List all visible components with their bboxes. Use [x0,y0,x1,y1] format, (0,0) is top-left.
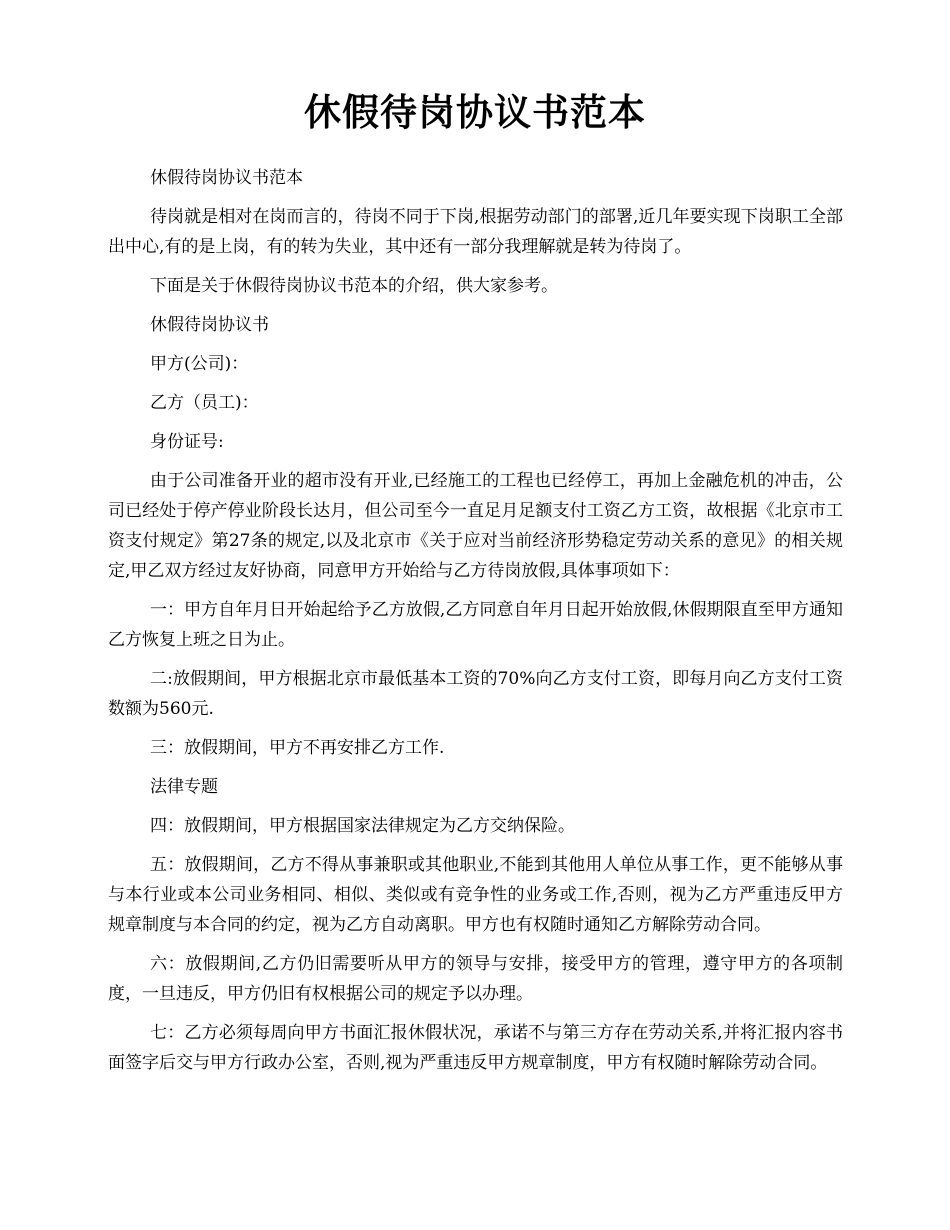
clause-1: 一：甲方自年月日开始起给予乙方放假,乙方同意自年月日起开始放假,休假期限直至甲方通知乙方恢复上班之日为止。 [108,600,843,650]
document-title: 休假待岗协议书范本 [304,91,646,134]
section-heading: 休假待岗协议书 [150,315,269,335]
paragraph: 休假待岗协议书范本 [150,168,303,188]
clause-2: 二:放假期间，甲方根据北京市最低基本工资的70%向乙方支付工资，即每月向乙方支付工资数额为560元. [108,669,843,719]
party-b-line: 乙方（员工)： [150,393,259,413]
party-a-line: 甲方(公司)： [150,354,249,374]
paragraph: 下面是关于休假待岗协议书范本的介绍，供大家参考。 [150,276,558,296]
id-number-line: 身份证号: [150,432,224,452]
clause-5: 五：放假期间，乙方不得从事兼职或其他职业,不能到其他用人单位从事工作，更不能够从事与本行业或本公司业务相同、相似、类似或有竞争性的业务或工作,否则，视为乙方严重违反甲方规章制度与本合同的约定，视为乙方自动离职。甲方也有权随时通知乙方解除劳动合同。 [108,855,843,935]
paragraph: 由于公司准备开业的超市没有开业,已经施工的工程也已经停工，再加上金融危机的冲击，公司已经处于停产停业阶段长达月，但公司至今一直足月足额支付工资乙方工资，故根据《北京市工资支付规定》第27条的规定,以及北京市《关于应对当前经济形势稳定劳动关系的意见》的相关规定,甲乙双方经过友好协商，同意甲方开始给与乙方待岗放假,具体事项如下： [108,471,843,581]
clause-4: 四：放假期间，甲方根据国家法律规定为乙方交纳保险。 [150,816,575,836]
paragraph: 待岗就是相对在岗而言的，待岗不同于下岗,根据劳动部门的部署,近几年要实现下岗职工全部出中心,有的是上岗，有的转为失业，其中还有一部分我理解就是转为待岗了。 [108,207,843,257]
section-label: 法律专题 [150,777,218,797]
clause-7: 七：乙方必须每周向甲方书面汇报休假状况，承诺不与第三方存在劳动关系,并将汇报内容书面签字后交与甲方行政办公室，否则,视为严重违反甲方规章制度，甲方有权随时解除劳动合同。 [108,1023,843,1073]
document-body [108,163,843,1087]
clause-6: 六：放假期间,乙方仍旧需要听从甲方的领导与安排，接受甲方的管理，遵守甲方的各项制度，一旦违反，甲方仍旧有权根据公司的规定予以办理。 [108,954,843,1004]
clause-3: 三：放假期间，甲方不再安排乙方工作. [150,738,445,758]
